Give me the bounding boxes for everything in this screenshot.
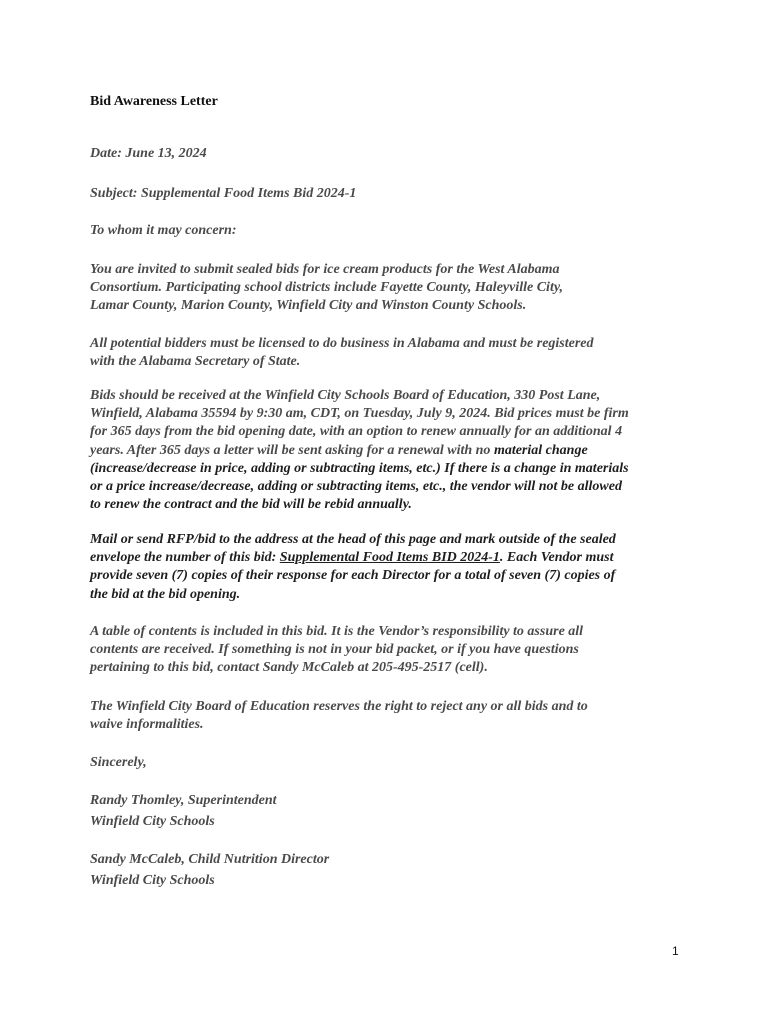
paragraph-text: envelope the number of this bid: [90, 550, 280, 566]
paragraph-contents [90, 623, 690, 678]
paragraph-line: contents are received. If something is not in your bid packet, or if you have questions [90, 642, 579, 658]
signature-organization: Winfield City Schools [90, 814, 215, 829]
letter-salutation: To whom it may concern: [90, 223, 237, 238]
paragraph-line: You are invited to submit sealed bids for ice cream products for the West Alabama [90, 262, 560, 277]
paragraph-line: Winfield, Alabama 35594 by 9:30 am, CDT, on Tuesday, July 9, 2024. Bid prices must be firm [90, 406, 629, 422]
paragraph-line: pertaining to this bid, contact Sandy McCaleb at 205-495-2517 (cell). [90, 660, 488, 676]
letter-title: Bid Awareness Letter [90, 94, 218, 109]
paragraph-line: A table of contents is included in this bid. It is the Vendor’s responsibility to assure all [90, 624, 584, 639]
paragraph-line: for 365 days from the bid opening date, with an option to renew annually for an additional 4 [90, 424, 623, 440]
material-change-text: material change [493, 442, 588, 458]
paragraph-line: Lamar County, Marion County, Winfield City and Winston County Schools. [90, 298, 527, 314]
letter-subject: Subject: Supplemental Food Items Bid 2024-1 [90, 186, 357, 201]
signature-name: Sandy McCaleb, Child Nutrition Director [90, 852, 330, 867]
bid-number-text: Supplemental Food Items BID 2024-1 [279, 550, 500, 566]
letter-closing: Sincerely, [90, 755, 147, 770]
signature-name: Randy Thomley, Superintendent [90, 793, 277, 808]
paragraph-line: or a price increase/decrease, adding or subtracting items, etc., the vendor will not be allowed [90, 479, 622, 495]
paragraph-text: years. After 365 days a letter will be sent asking for a renewal with no [90, 442, 494, 458]
paragraph-line: The Winfield City Board of Education reserves the right to reject any or all bids and to [90, 699, 588, 714]
paragraph-line [90, 442, 690, 460]
letter-date: Date: June 13, 2024 [90, 146, 207, 161]
paragraph-licensing [90, 335, 690, 371]
paragraph-line: Bids should be received at the Winfield City Schools Board of Education, 330 Post Lane, [90, 388, 601, 403]
signature-organization: Winfield City Schools [90, 873, 215, 888]
paragraph-line: provide seven (7) copies of their response for each Director for a total of seven (7) copies of [90, 568, 616, 584]
paragraph-reserves-right [90, 698, 690, 734]
paragraph-line: waive informalities. [90, 717, 204, 733]
page-number: 1 [672, 944, 679, 958]
paragraph-mailing [90, 531, 690, 604]
paragraph-line: All potential bidders must be licensed to do business in Alabama and must be registered [90, 336, 594, 351]
paragraph-line: Consortium. Participating school districts include Fayette County, Haleyville City, [90, 280, 564, 296]
paragraph-invitation [90, 261, 690, 316]
paragraph-bid-deadline [90, 387, 690, 514]
paragraph-line: the bid at the bid opening. [90, 586, 241, 602]
paragraph-line: to renew the contract and the bid will be rebid annually. [90, 497, 412, 513]
paragraph-line: with the Alabama Secretary of State. [90, 354, 301, 370]
paragraph-line: Mail or send RFP/bid to the address at the head of this page and mark outside of the sealed [90, 532, 616, 547]
paragraph-line: (increase/decrease in price, adding or subtracting items, etc.) If there is a change in materials [90, 460, 629, 476]
paragraph-text: . Each Vendor must [499, 550, 614, 566]
paragraph-line [90, 549, 690, 567]
